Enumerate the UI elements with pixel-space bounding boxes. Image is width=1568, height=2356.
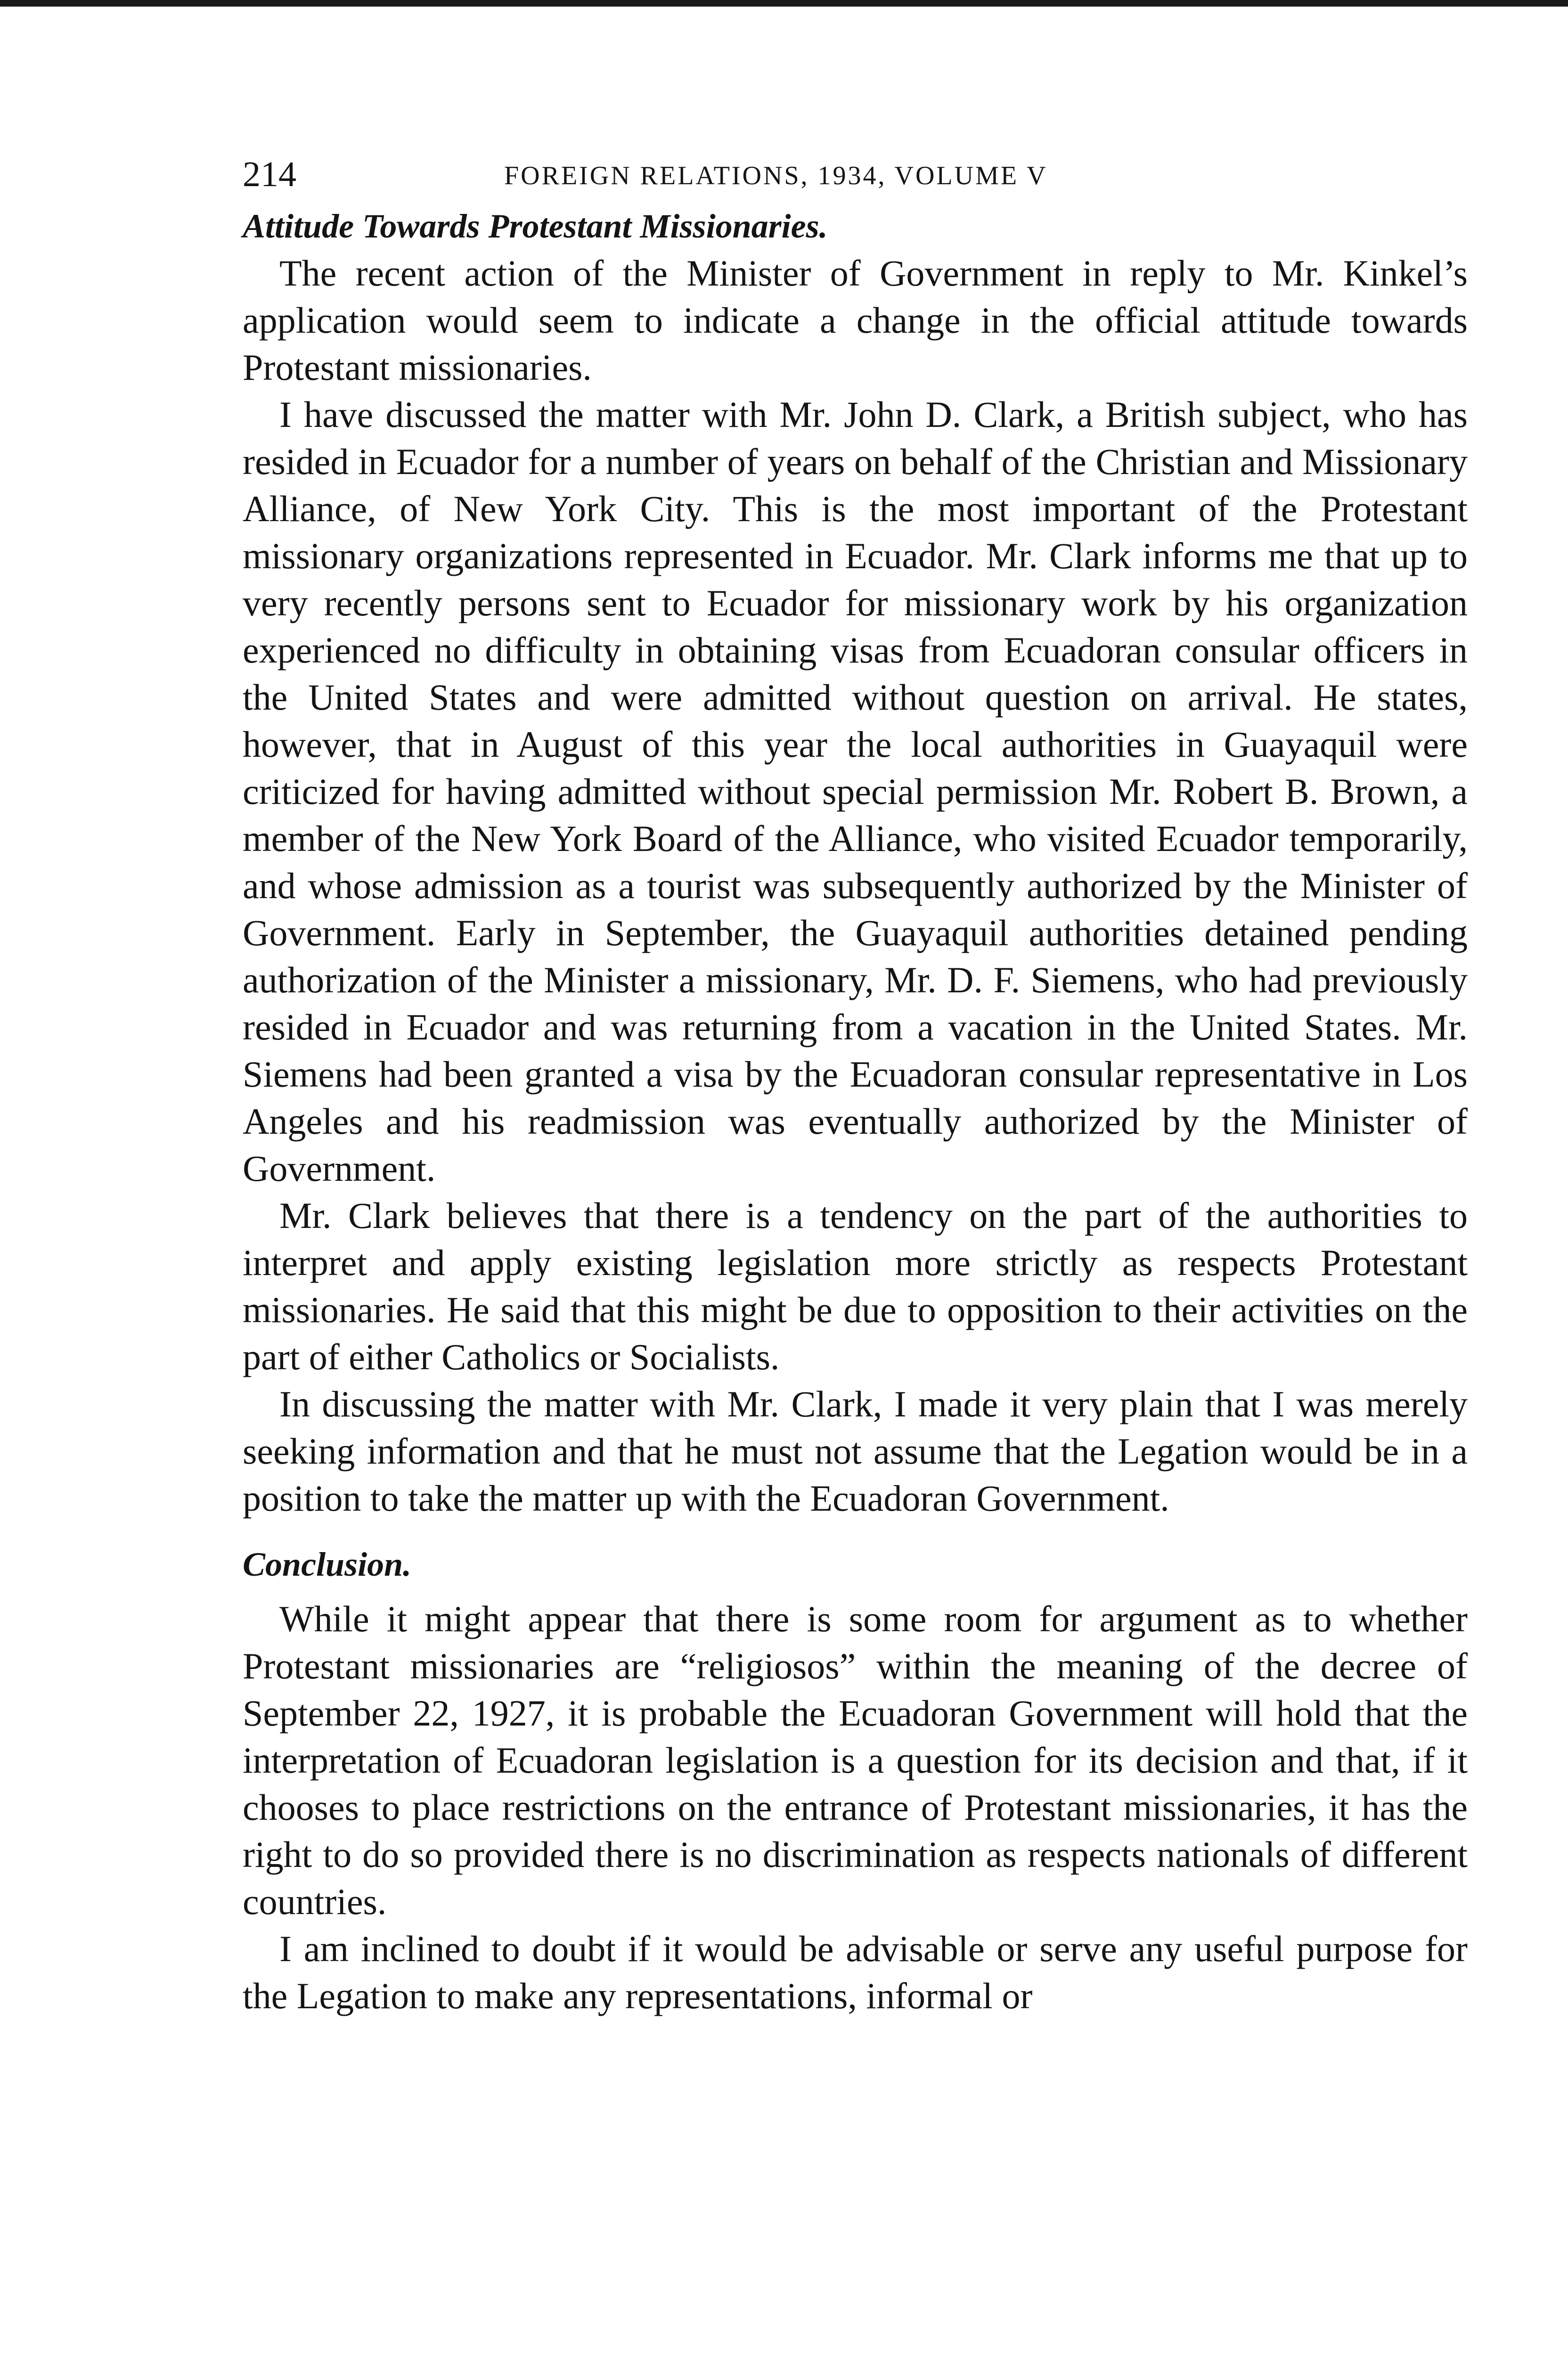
running-title: FOREIGN RELATIONS, 1934, VOLUME V <box>504 161 1048 190</box>
body-paragraph: The recent action of the Minister of Government in reply to Mr. Kinkel’s application would seem to indicate a change in the official attitude towards Protestant missionaries. <box>243 253 1468 388</box>
body-paragraph: Mr. Clark believes that there is a tendency on the part of the authorities to interpret and apply existing legislation more strictly as respects Protestant missionaries. He said that this might be due to opposition to their activities on the part of either Catholics or Socialists. <box>243 1195 1468 1377</box>
section-heading: Conclusion. <box>243 1546 412 1583</box>
running-head <box>243 151 1468 203</box>
body-paragraph: I am inclined to doubt if it would be advisable or serve any useful purpose for the Legation to make any representations, informal or <box>243 1928 1468 2016</box>
section-protestant-missionaries <box>243 203 1468 1522</box>
body-paragraph: I have discussed the matter with Mr. John D. Clark, a British subject, who has resided in Ecuador for a number of years on behalf of the Christian and Missionary Alliance, of New York City. This is the most important of the Protestant missionary organizations represented in Ecuador. Mr. Clark informs me that up to very recently persons sent to Ecuador for missionary work by his organization experienced no difficulty in obtaining visas from Ecuadoran consular officers in the United States and were admitted without question on arrival. He states, however, that in August of this year the local authorities in Guayaquil were criticized for having admitted without special permission Mr. Robert B. Brown, a member of the New York Board of the Alliance, who visited Ecuador temporarily, and whose admission as a tourist was subsequently authorized by the Minister of Government. Early in September, the Guayaquil authorities detained pending authorization of the Minister a missionary, Mr. D. F. Siemens, who had previously resided in Ecuador and was returning from a vacation in the United States. Mr. Siemens had been granted a visa by the Ecuadoran consular representative in Los Angeles and his readmission was eventually authorized by the Minister of Government. <box>243 394 1468 1189</box>
document-page <box>243 151 1468 2020</box>
body-paragraph: In discussing the matter with Mr. Clark, I made it very plain that I was merely seeking information and that he must not assume that the Legation would be in a position to take the matter up with the Ecuadoran Government. <box>243 1383 1468 1519</box>
section-conclusion <box>243 1541 1468 2020</box>
body-paragraph: While it might appear that there is some room for argument as to whether Protestant missionaries are “religiosos” within the meaning of the decree of September 22, 1927, it is probable the Ecuadoran Government will hold that the interpretation of Ecuadoran legislation is a question for its decision and that, if it chooses to place restrictions on the entrance of Protestant missionaries, it has the right to do so provided there is no discrimination as respects nationals of different countries. <box>243 1598 1468 1922</box>
page-number: 214 <box>243 155 296 194</box>
section-heading: Attitude Towards Protestant Missionaries. <box>243 207 828 245</box>
top-edge-rule <box>0 0 1568 7</box>
